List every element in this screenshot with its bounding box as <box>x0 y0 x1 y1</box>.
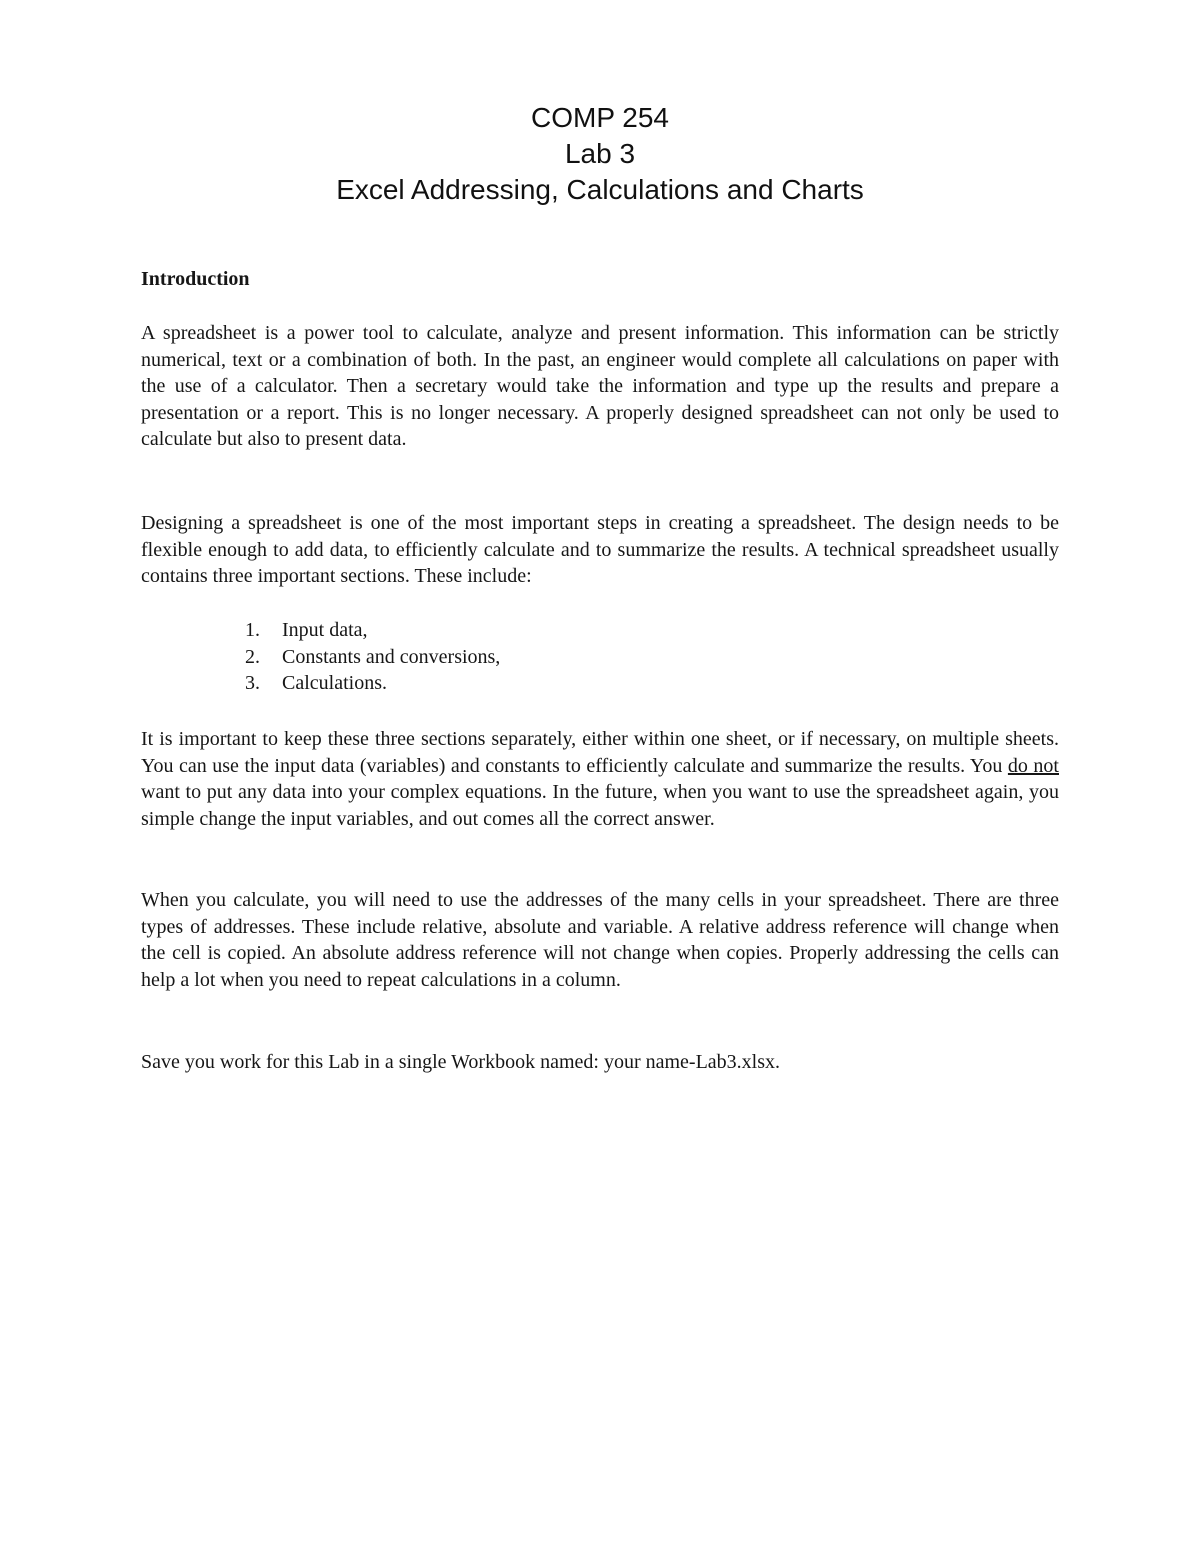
list-item <box>245 617 500 644</box>
list-item-text: Input data, <box>282 619 368 641</box>
lab-subtitle: Excel Addressing, Calculations and Charts <box>336 174 864 205</box>
paragraph-keep-sections-separate <box>141 726 1059 832</box>
paragraph-spreadsheet-design: Designing a spreadsheet is one of the most important steps in creating a spreadsheet. The design needs to be flexible enough to add data, to efficiently calculate and to summarize the results. A technical spreadsheet usually contains three important sections. These include: <box>141 512 1059 588</box>
paragraph-save-instructions: Save you work for this Lab in a single Workbook named: your name-Lab3.xlsx. <box>141 1051 781 1073</box>
sections-list <box>245 617 500 697</box>
paragraph-text: want to put any data into your complex equations. In the future, when you want to use the spreadsheet again, you simple change the input variables, and out comes all the correct answer. <box>141 781 1059 830</box>
list-item <box>245 670 500 697</box>
course-title: COMP 254 <box>531 102 669 133</box>
list-item-text: Calculations. <box>282 672 387 695</box>
emphasis-text: do not <box>1007 754 1059 777</box>
section-heading: Introduction <box>141 268 250 290</box>
paragraph-cell-addresses: When you calculate, you will need to use the addresses of the many cells in your spreadsheet. There are three types of addresses. These include relative, absolute and variable. A relative address reference will change when the cell is copied. An absolute address reference will not change when copies. Properly addressing the cells can help a lot when you need to repeat calculations in a column. <box>141 889 1059 991</box>
list-item-number: 3. <box>245 672 260 695</box>
list-item-number: 2. <box>245 645 260 668</box>
lab-title: Lab 3 <box>564 138 636 169</box>
title-block <box>0 100 1200 208</box>
list-item-text: Constants and conversions, <box>282 645 501 668</box>
paragraph-text: It is important to keep these three sections separately, either within one sheet, or if necessary, on multiple sheets. You can use the input data (variables) and constants to efficiently calculate and summarize the results. You <box>141 728 1059 777</box>
paragraph-spreadsheet-purpose: A spreadsheet is a power tool to calculate, analyze and present information. This information can be strictly numerical, text or a combination of both. In the past, an engineer would complete all calculations on paper with the use of a calculator. Then a secretary would take the information and type up the results and prepare a presentation or a report. This is no longer necessary. A properly designed spreadsheet can not only be used to calculate but also to present data. <box>141 322 1059 451</box>
list-item <box>245 644 500 671</box>
list-item-number: 1. <box>245 619 260 641</box>
